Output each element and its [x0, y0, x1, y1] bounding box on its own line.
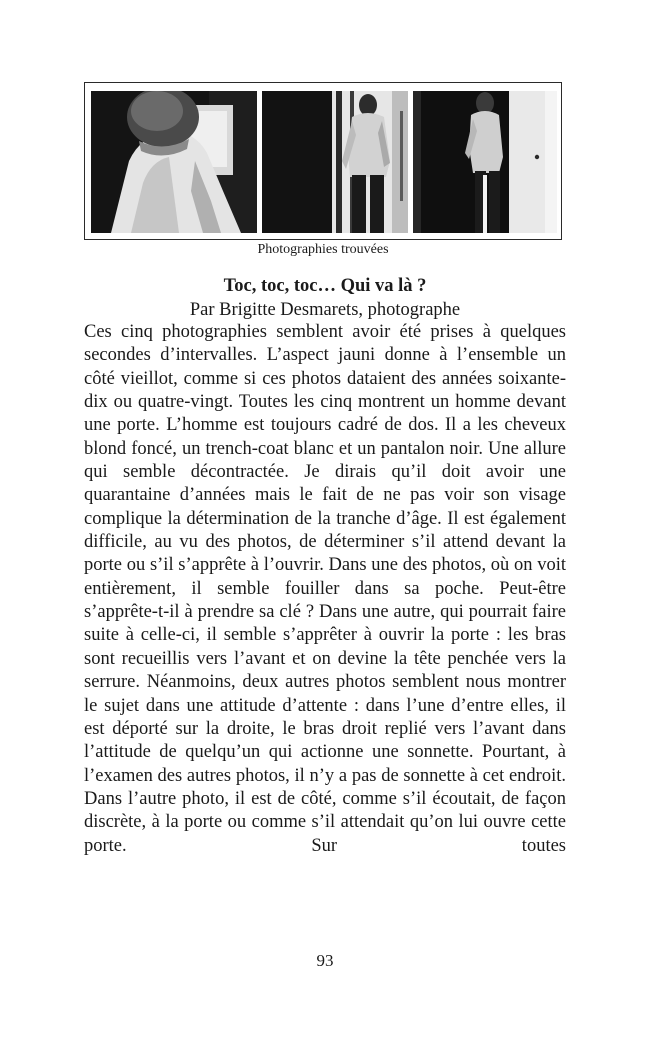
photo-man-back-closeup	[91, 91, 257, 233]
figure-caption: Photographies trouvées	[257, 242, 389, 257]
photo-man-at-door	[413, 91, 557, 233]
article-title: Toc, toc, toc… Qui va là ?	[223, 276, 427, 296]
article-byline: Par Brigitte Desmarets, photographe	[189, 300, 461, 320]
article-body: Ces cinq photographies semblent avoir été prises à quelques secondes d’intervalles. L’aspect jauni donne à l’ensemble un côté vieillot, comme si ces photos dataient des années soixante-dix ou quatre-vingt. Toutes les cinq montrent un homme devant une porte. L’homme est toujours cadré de dos. Il a les cheveux blond foncé, un trench-coat blanc et un pantalon noir. Une allure qui semble décontractée. Je dirais qu’il doit avoir une quarantaine d’années mais le fait de ne pas voir son visage complique la détermination de la tranche d’âge. Il est également difficile, au vu des photos, de déterminer s’il attend devant la porte ou s’il s’apprête à l’ouvrir. Dans une des photos, où on voit entièrement, il semble fouiller dans sa poche. Peut-être s’apprête-t-il à prendre sa clé ? Dans une autre, qui pourrait faire suite à celle-ci, il semble s’apprêter à ouvrir la porte : les bras sont recueillis vers l’avant et on devine la tête penchée vers la serrure. Néanmoins, deux autres photos semblent nous montrer le sujet dans une attitude d’attente : dans l’une d’entre elles, il est déporté sur la droite, le bras droit replié vers l’avant dans l’attitude de quelqu’un qui actionne une sonnette. Pourtant, à l’examen des autres photos, il n’y a pas de sonnette à cet endroit. Dans l’autre photo, il est de côté, comme s’il écoutait, de façon discrète, à la porte ou comme s’il attendait qu’on lui ouvre cette porte. Sur toutes	[84, 322, 566, 856]
page-number: 93	[316, 951, 334, 970]
photo-strip-frame	[84, 82, 562, 240]
photo-man-in-doorway	[262, 91, 408, 233]
